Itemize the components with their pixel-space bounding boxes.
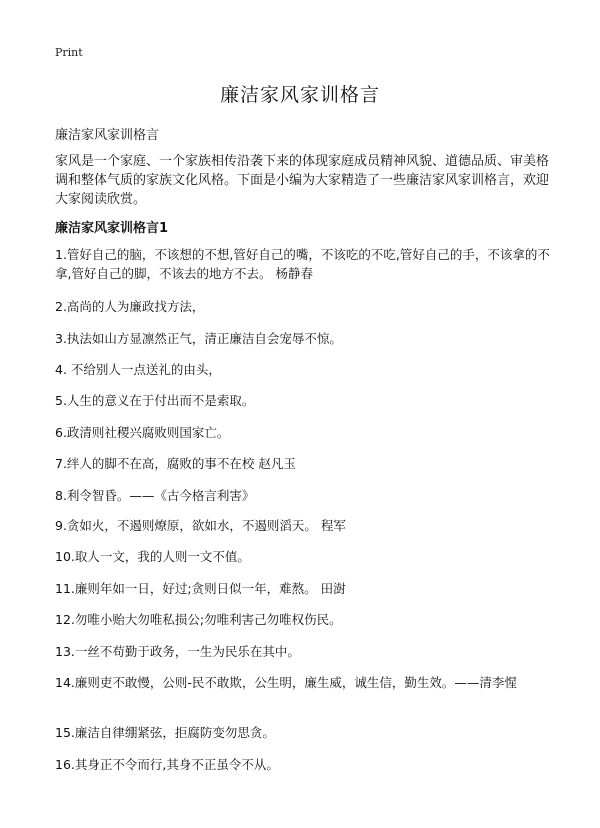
intro-paragraph: 家风是一个家庭、一个家族相传沿袭下来的体现家庭成员精神风貌、道德品质、审美格调和整体气质的家族文化风格。下面是小编为大家精造了一些廉洁家风家训格言，欢迎大家阅读欣赏。 (55, 154, 550, 207)
quote-item: 3.执法如山方显凛然正气，清正廉洁自会宠辱不惊。 (55, 331, 342, 346)
quote-item: 7.绊人的脚不在高，腐败的事不在校 赵凡玉 (55, 456, 296, 471)
print-link[interactable]: Print (55, 46, 83, 59)
quote-item: 8.利令智昏。——《古今格言利害》 (55, 488, 255, 503)
quote-item: 13.一丝不苟勤于政务，一生为民乐在其中。 (55, 644, 300, 659)
page-title: 廉洁家风家训格言 (219, 84, 380, 106)
quote-item: 6.政清则社稷兴腐败则国家亡。 (55, 425, 230, 440)
quote-item: 9.贪如火，不遏则燎原，欲如水，不遏则滔天。 程军 (55, 518, 346, 533)
quote-item: 16.其身正不令而行,其身不正虽令不从。 (55, 757, 279, 772)
quote-item: 10.取人一文，我的人则一文不值。 (55, 549, 250, 564)
quote-item: 12.勿唯小贻大勿唯私损公;勿唯利害己勿唯权伤民。 (55, 612, 342, 627)
quote-item: 1.管好自己的脑，不该想的不想,管好自己的嘴，不该吃的不吃,管好自己的手，不该拿的不拿,管好自己的脚，不该去的地方不去。 杨静春 (55, 247, 550, 281)
section-heading: 廉洁家风家训格言1 (55, 221, 169, 236)
quote-item: 11.廉则年如一日，好过;贪则日似一年，难熬。 田澍 (55, 581, 346, 596)
quote-item: 15.廉洁自律绷紧弦，拒腐防变勿思贪。 (55, 725, 275, 740)
quote-item: 14.廉则吏不敢慢，公则-民不敢欺，公生明，廉生威，诚生信，勤生效。——清李惺 (55, 675, 517, 690)
quote-item: 2.高尚的人为廉政找方法， (55, 299, 205, 314)
quote-item: 5.人生的意义在于付出而不是索取。 (55, 393, 255, 408)
quote-item: 4. 不给别人一点送礼的由头， (55, 362, 221, 377)
subtitle: 廉洁家风家训格言 (55, 128, 160, 143)
